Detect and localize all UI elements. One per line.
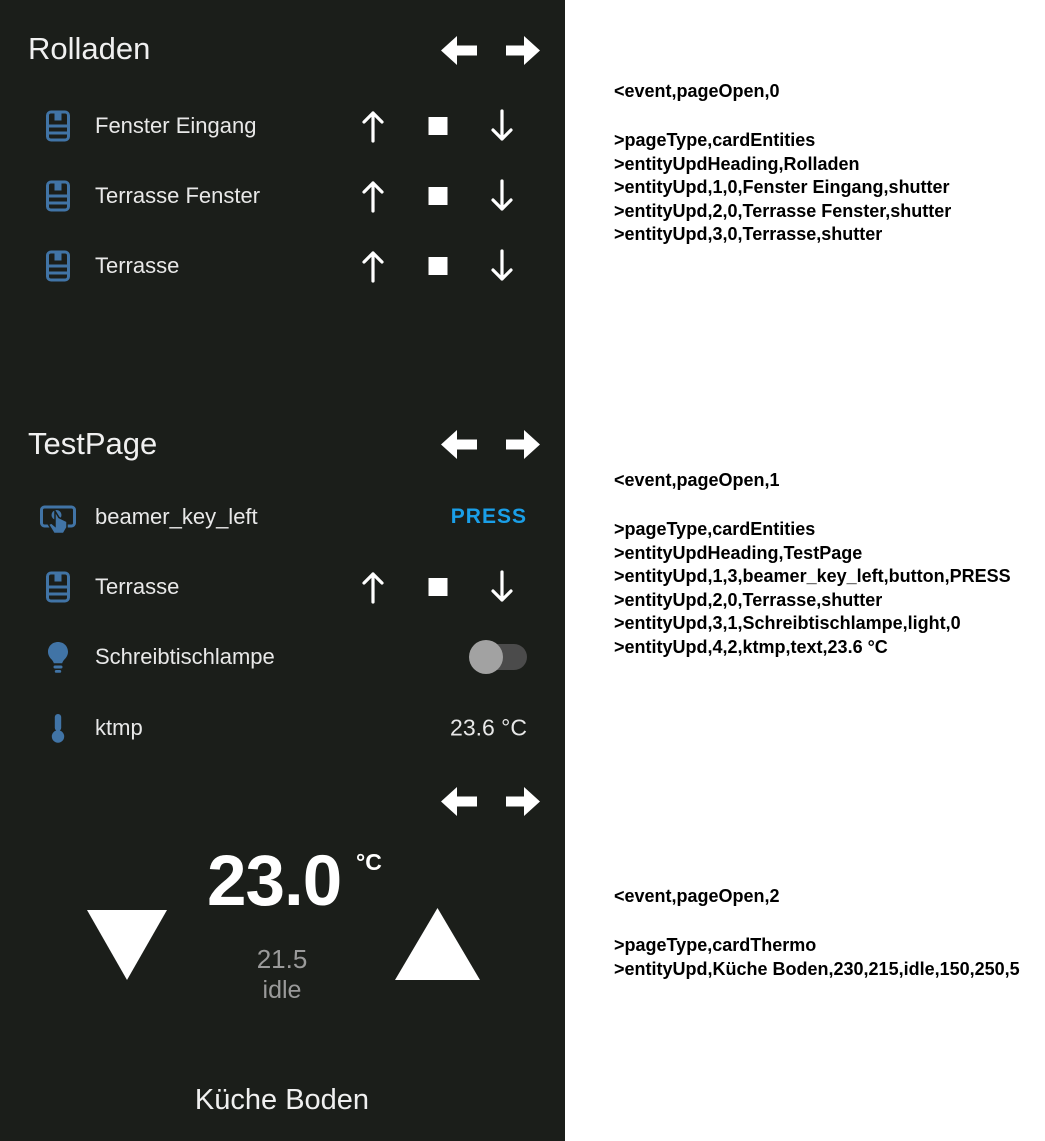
nav-next-button[interactable] [506,429,541,460]
stop-square-icon [429,117,448,135]
entity-row [0,622,565,692]
press-button[interactable]: PRESS [450,505,527,528]
entity-label: Schreibtischlampe [95,644,275,669]
shutter-stop-button[interactable] [429,117,448,135]
arrow-left-icon [440,805,477,820]
protocol-line: >pageType,cardEntities [614,130,816,150]
window-shutter-icon [40,181,76,212]
entity-label: ktmp [95,715,143,740]
protocol-block [614,885,1044,909]
protocol-line: >entityUpd,3,0,Terrasse,shutter [614,224,883,244]
target-temperature: 21.5 [256,944,308,974]
current-temperature: 23.0 [207,842,342,921]
shutter-up-button[interactable] [359,569,387,605]
hvac-state: idle [262,976,302,1004]
protocol-event-line: <event,pageOpen,1 [614,470,780,490]
lightbulb-icon [40,641,76,674]
stop-square-icon [429,187,448,205]
shutter-down-button[interactable] [488,569,516,605]
protocol-line: >entityUpdHeading,TestPage [614,542,863,563]
window-shutter-icon [40,111,76,142]
shutter-stop-button[interactable] [429,257,448,275]
protocol-line: >entityUpd,1,3,beamer_key_left,button,PRESS [614,566,1011,586]
entity-row [0,693,565,763]
protocol-event-line: <event,pageOpen,0 [614,81,780,101]
nav-next-button[interactable] [506,35,541,66]
shutter-up-button[interactable] [359,248,387,284]
gesture-tap-button-icon [40,500,76,534]
entity-label: Fenster Eingang [95,113,257,138]
shutter-stop-button[interactable] [429,187,448,205]
protocol-line: >pageType,cardThermo [614,935,817,955]
shutter-up-button[interactable] [359,108,387,144]
nav-prev-button[interactable] [440,786,477,817]
shutter-down-button[interactable] [488,108,516,144]
page-title: TestPage [28,426,158,461]
arrow-right-icon [506,54,541,69]
thermometer-icon [40,713,76,744]
protocol-line: >entityUpd,4,2,ktmp,text,23.6 °C [614,636,888,657]
window-shutter-icon [40,251,76,282]
protocol-line: >entityUpd,2,0,Terrasse Fenster,shutter [614,200,952,221]
nav-prev-button[interactable] [440,429,477,460]
entity-label: beamer_key_left [95,504,258,529]
stop-square-icon [429,257,448,275]
thermostat-title: Küche Boden [194,1084,370,1116]
entity-label: Terrasse [95,574,180,599]
entity-row [0,482,565,552]
protocol-event-line: <event,pageOpen,2 [614,886,780,906]
shutter-stop-button[interactable] [429,578,448,596]
protocol-line: >entityUpdHeading,Rolladen [614,153,860,174]
window-shutter-icon [40,572,76,603]
shutter-down-button[interactable] [488,178,516,214]
entity-row [0,161,565,231]
shutter-down-button[interactable] [488,248,516,284]
arrow-left-icon [440,448,477,463]
arrow-right-icon [506,805,541,820]
protocol-block [614,80,1044,104]
protocol-responses [614,934,1044,981]
protocol-block [614,469,1044,493]
stop-square-icon [429,578,448,596]
protocol-line: >entityUpd,3,1,Schreibtischlampe,light,0 [614,613,961,633]
entity-row [0,552,565,622]
protocol-log [565,0,1045,1141]
arrow-right-icon [506,448,541,463]
entity-row [0,91,565,161]
sensor-value: 23.6 °C [450,714,527,741]
page-title: Rolladen [28,31,151,66]
entity-label: Terrasse [95,253,180,278]
protocol-responses [614,129,1044,247]
entity-label: Terrasse Fenster [95,183,261,208]
protocol-line: >pageType,cardEntities [614,519,816,539]
nav-next-button[interactable] [506,786,541,817]
nav-prev-button[interactable] [440,35,477,66]
protocol-responses [614,518,1044,659]
arrow-left-icon [440,54,477,69]
temperature-unit: °C [356,849,382,875]
shutter-up-button[interactable] [359,178,387,214]
entity-row [0,231,565,301]
light-toggle-switch[interactable] [469,640,527,674]
toggle-knob [469,640,503,674]
protocol-line: >entityUpd,Küche Boden,230,215,idle,150,250,5 [614,958,1020,979]
protocol-line: >entityUpd,2,0,Terrasse,shutter [614,589,883,610]
protocol-line: >entityUpd,1,0,Fenster Eingang,shutter [614,177,950,197]
